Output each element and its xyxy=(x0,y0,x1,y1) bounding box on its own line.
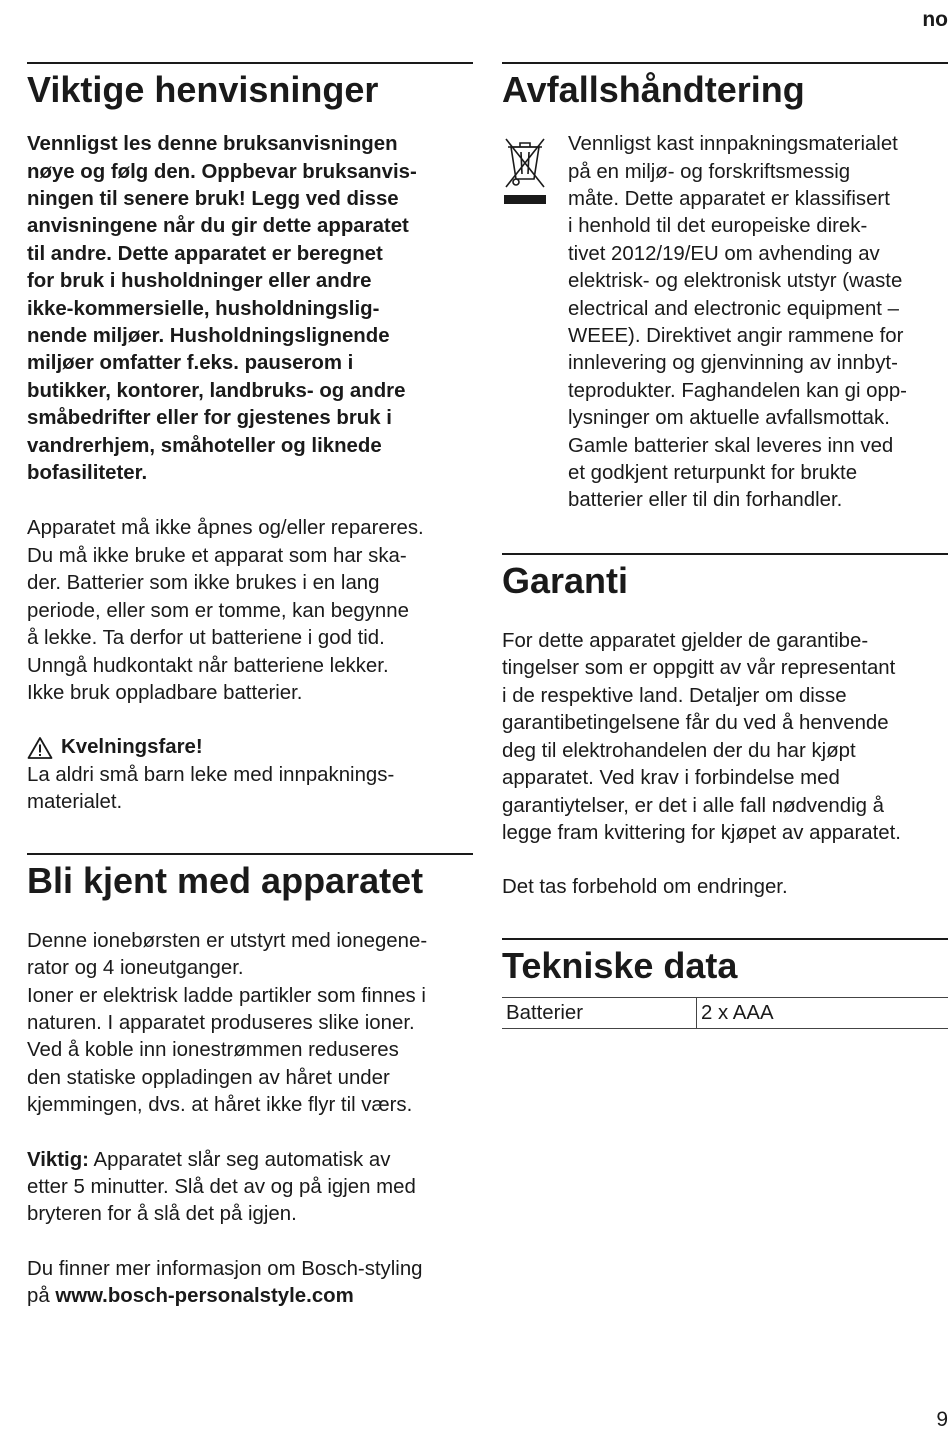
important-label: Viktig: xyxy=(27,1148,89,1171)
more-info-text xyxy=(27,1256,473,1311)
technical-data-heading: Tekniske data xyxy=(502,938,948,987)
disposal-text: Vennligst kast innpakningsmaterialet på en miljø- og forskriftsmessig måte. Dette apparatet er klassifisert i henhold til det europeiske direk- tivet 2012/19/EU om avhending av elektrisk- og elektronisk utstyr (waste electrical and electronic equipment – WEEE). Direktivet angir rammene for innlevering og gjenvinning av innbyt- teprodukter. Faghandelen kan gi opp- lysninger om aktuelle avfallsmottak. Gamle batterier skal leveres inn ved et godkjent returpunkt for brukte batterier eller til din forhandler. xyxy=(568,133,907,512)
auto-off-note xyxy=(27,1147,473,1229)
tech-value-batteries: 2 x AAA xyxy=(697,997,949,1028)
page-number: 9 xyxy=(936,1408,948,1431)
changes-reserved-text: Det tas forbehold om endringer. xyxy=(502,876,788,899)
table-row xyxy=(502,997,948,1028)
important-notes-intro: Vennligst les denne bruksanvisningen nøye og følg den. Oppbevar bruksanvis- ningen til senere bruk! Legg ved disse anvisningene når du gir dette apparatet til andre. Dette apparatet er beregnet for bruk i husholdninger eller andre ikke-kommersielle, husholdningslig- nende miljøer. Husholdningslignende miljøer omfatter f.eks. pauserom i butikker, kontorer, landbruks- og andre småbedrifter eller for gjestenes bruk i vandrerhjem, småhoteller og liknede bofasiliteter. xyxy=(27,133,417,485)
battery-safety-text: Apparatet må ikke åpnes og/eller repareres. Du må ikke bruke et apparat som har ska- der. Batterier som ikke brukes i en lang periode, eller som er tomme, kan begynne å lekke. Ta derfor ut batteriene i god tid. Unngå hudkontakt når batteriene lekker. Ikke bruk oppladbare batterier. xyxy=(27,517,424,704)
disposal-section xyxy=(502,131,948,515)
important-notes-heading: Viktige henvisninger xyxy=(27,62,473,111)
right-column xyxy=(502,62,948,1029)
warranty-heading: Garanti xyxy=(502,553,948,602)
technical-data-table xyxy=(502,997,948,1029)
website-link[interactable]: www.bosch-personalstyle.com xyxy=(55,1285,354,1308)
choking-warning-title: Kvelningsfare! xyxy=(61,736,203,759)
choking-warning-text: La aldri små barn leke med innpaknings- materialet. xyxy=(27,763,395,814)
left-column xyxy=(27,62,473,1311)
language-code: no xyxy=(922,8,948,31)
disposal-heading: Avfallshåndtering xyxy=(502,62,948,111)
auto-off-text: Apparatet slår seg automatisk av etter 5 minutter. Slå det av og på igjen med bryteren for å slå det på igjen. xyxy=(27,1148,416,1226)
warranty-text: For dette apparatet gjelder de garantibe- tingelser som er oppgitt av vår representant i de respektive land. Detaljer om disse garantibetingelsene får du ved å henvende deg til elektrohandelen der du har kjøpt apparatet. Ved krav i forbindelse med garantiytelser, er det i alle fall nødvendig å legge fram kvittering for kjøpet av apparatet. xyxy=(502,630,901,844)
warning-triangle-icon xyxy=(27,736,53,760)
choking-warning xyxy=(27,734,473,761)
device-description: Denne ionebørsten er utstyrt med ionegene- rator og 4 ioneutganger. Ioner er elektrisk ladde partikler som finnes i naturen. I apparatet produseres slike ioner. Ved å koble inn ionestrømmen reduseres den statiske oppladingen av håret under kjemmingen, dvs. at håret ikke flyr til værs. xyxy=(27,929,428,1117)
get-to-know-heading: Bli kjent med apparatet xyxy=(27,853,473,902)
tech-label-batteries: Batterier xyxy=(502,997,697,1028)
weee-crossed-bin-icon xyxy=(502,135,550,515)
more-info-lead: Du finner mer informasjon om Bosch-styling på xyxy=(27,1257,423,1308)
